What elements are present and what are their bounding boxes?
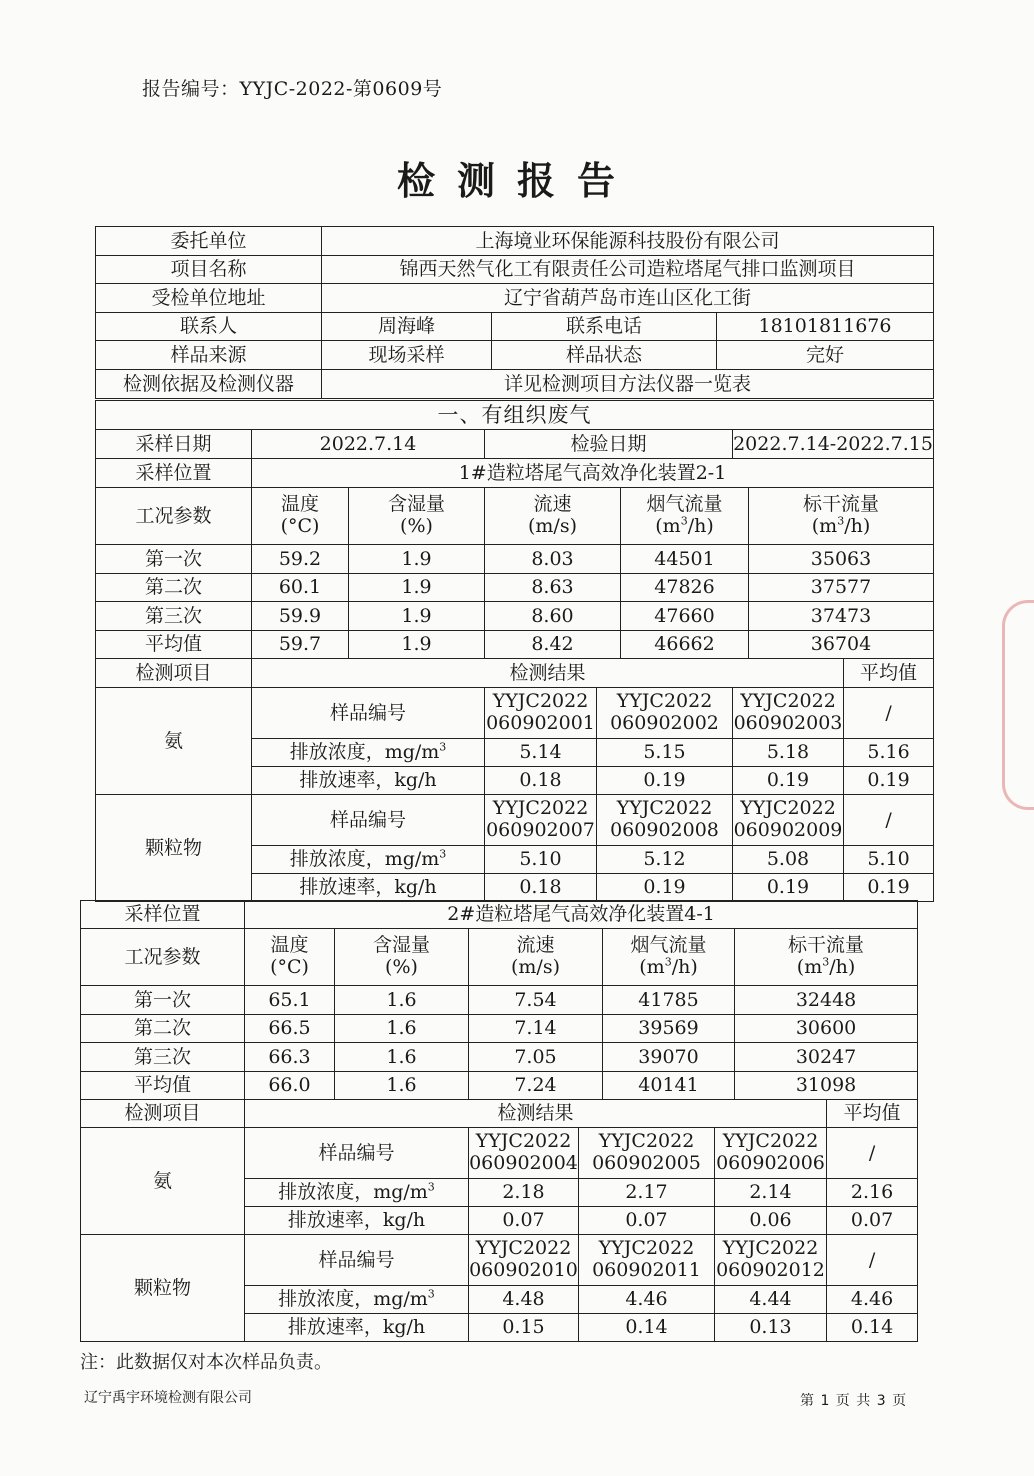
std-flow-header: 标干流量 $(m^3/h)$ xyxy=(749,488,934,545)
test-date-value: 2022.7.14-2022.7.15 xyxy=(733,430,934,459)
sample-no: YYJC2022 060902007 xyxy=(485,795,597,846)
table-row: 第一次 59.2 1.9 8.03 44501 35063 xyxy=(96,545,934,574)
footer-company: 辽宁禹宇环境检测有限公司 xyxy=(84,1390,252,1406)
table-row: 第三次 59.9 1.9 8.60 47660 37473 xyxy=(96,602,934,631)
location-value: 2#造粒塔尾气高效净化装置4-1 xyxy=(245,901,918,929)
sample-no: YYJC2022 060902002 xyxy=(597,688,733,739)
section-title: 一、有组织废气 xyxy=(96,401,934,430)
test-date-label: 检验日期 xyxy=(485,430,733,459)
particulate-label: 颗粒物 xyxy=(96,795,252,902)
section-2-table: 采样位置 2#造粒塔尾气高效净化装置4-1 工况参数 温度 (°C) 含湿量 (%) 流速 (m/s) 烟气流量 $(m^3/h)$ 标干流量 $(m^3/h)$ 第一次 65.1 1.6 7.54 41785 32448 第二次 66.5 1.6 7.14 39569 30600 第三次 66.3 1.6 7.05 39070 30247 平均值 66.0 1.6 7.24 40141 31098 检测项目 检测结果 平均值 氨 样品编号 YYJC2022 060902004 YYJC2022 060902005 YYJC2022 060902006 / 排放浓度，$mg/m^3$ 2.18 2.17 2.14 2.16 排放速率，kg/h 0.07 0.07 0.06 0.07 颗粒物 样品编号 YYJC2022 060902010 YYJC2022 060902011 YYJC2022 060902012 / 排放浓度，$mg/m^3$ 4.48 4.46 4.44 4.46 排放速率，kg/h 0.15 0.14 0.13 0.14 xyxy=(80,900,918,1342)
table-row: 第二次 60.1 1.9 8.63 47826 37577 xyxy=(96,573,934,602)
project-label: 项目名称 xyxy=(96,255,322,284)
flow-header: 烟气流量 $(m^3/h)$ xyxy=(603,929,735,986)
sample-no: YYJC2022 060902008 xyxy=(597,795,733,846)
state-label: 样品状态 xyxy=(492,341,717,370)
basis-label: 检测依据及检测仪器 xyxy=(96,369,322,398)
sample-no: YYJC2022 060902006 xyxy=(715,1128,827,1179)
phone-label: 联系电话 xyxy=(492,312,717,341)
document-title: 检测报告 xyxy=(396,159,637,203)
result-label: 检测结果 xyxy=(252,659,844,688)
client-label: 委托单位 xyxy=(96,227,322,256)
sample-no: YYJC2022 060902010 xyxy=(469,1235,579,1286)
contact-value: 周海峰 xyxy=(322,312,492,341)
average-label: 平均值 xyxy=(844,659,934,688)
sample-no: YYJC2022 060902005 xyxy=(579,1128,715,1179)
location-value: 1#造粒塔尾气高效净化装置2-1 xyxy=(252,459,934,488)
page-number: 第 1 页 共 3 页 xyxy=(800,1393,908,1409)
humidity-header: 含湿量 (%) xyxy=(335,929,469,986)
sample-no: YYJC2022 060902003 xyxy=(733,688,844,739)
location-label: 采样位置 xyxy=(96,459,252,488)
temp-header: 温度 (°C) xyxy=(245,929,335,986)
table-row: 第二次 66.5 1.6 7.14 39569 30600 xyxy=(81,1014,918,1043)
phone-value: 18101811676 xyxy=(717,312,934,341)
ammonia-label: 氨 xyxy=(81,1128,245,1235)
velocity-header: 流速 (m/s) xyxy=(485,488,621,545)
average-label: 平均值 xyxy=(827,1100,918,1128)
source-label: 样品来源 xyxy=(96,341,322,370)
ammonia-label: 氨 xyxy=(96,688,252,795)
table-row: 平均值 66.0 1.6 7.24 40141 31098 xyxy=(81,1071,918,1100)
project-value: 锦西天然气化工有限责任公司造粒塔尾气排口监测项目 xyxy=(322,255,934,284)
sampling-date-value: 2022.7.14 xyxy=(252,430,485,459)
sample-no: YYJC2022 060902012 xyxy=(715,1235,827,1286)
table-row: 平均值 59.7 1.9 8.42 46662 36704 xyxy=(96,630,934,659)
sample-no: YYJC2022 060902011 xyxy=(579,1235,715,1286)
address-value: 辽宁省葫芦岛市连山区化工街 xyxy=(322,284,934,313)
basis-value: 详见检测项目方法仪器一览表 xyxy=(322,369,934,398)
sample-no: YYJC2022 060902004 xyxy=(469,1128,579,1179)
result-label: 检测结果 xyxy=(245,1100,827,1128)
flow-header: 烟气流量 $(m^3/h)$ xyxy=(621,488,749,545)
table-row: 第一次 65.1 1.6 7.54 41785 32448 xyxy=(81,986,918,1015)
humidity-header: 含湿量 (%) xyxy=(349,488,485,545)
temp-header: 温度 (°C) xyxy=(252,488,349,545)
condition-label: 工况参数 xyxy=(81,929,245,986)
velocity-header: 流速 (m/s) xyxy=(469,929,603,986)
condition-label: 工况参数 xyxy=(96,488,252,545)
table-row: 第三次 66.3 1.6 7.05 39070 30247 xyxy=(81,1043,918,1072)
sample-no: YYJC2022 060902001 xyxy=(485,688,597,739)
particulate-label: 颗粒物 xyxy=(81,1235,245,1342)
item-label: 检测项目 xyxy=(81,1100,245,1128)
header-info-table xyxy=(95,226,934,399)
sample-no: YYJC2022 060902009 xyxy=(733,795,844,846)
seal-stamp-edge xyxy=(1002,600,1034,810)
section-1-table: 一、有组织废气 采样日期 2022.7.14 检验日期 2022.7.14-2022.7.15 采样位置 1#造粒塔尾气高效净化装置2-1 工况参数 温度 (°C) 含湿量 (%) 流速 (m/s) 烟气流量 $(m^3/h)$ 标干流量 $(m^3/h)$ 第一次 59.2 1.9 8.03 44501 35063 第二次 60.1 1.9 8.63 47826 37577 第三次 59.9 1.9 8.60 47660 37473 平均值 59.7 1.9 8.42 46662 36704 检测项目 检测结果 平均值 氨 样品编号 YYJC2022 060902001 YYJC2022 060902002 YYJC2022 060902003 / 排放浓度，$mg/m^3$ 5.14 5.15 5.18 5.16 排放速率，kg/h 0.18 0.19 0.19 0.19 颗粒物 样品编号 YYJC2022 060902007 YYJC2022 060902008 YYJC2022 060902009 / 排放浓度，$mg/m^3$ 5.10 5.12 5.08 5.10 排放速率，kg/h 0.18 0.19 0.19 0.19 xyxy=(95,400,934,902)
sampling-date-label: 采样日期 xyxy=(96,430,252,459)
report-number: 报告编号：YYJC-2022-第0609号 xyxy=(142,78,443,100)
item-label: 检测项目 xyxy=(96,659,252,688)
state-value: 完好 xyxy=(717,341,934,370)
location-label: 采样位置 xyxy=(81,901,245,929)
address-label: 受检单位地址 xyxy=(96,284,322,313)
contact-label: 联系人 xyxy=(96,312,322,341)
std-flow-header: 标干流量 $(m^3/h)$ xyxy=(735,929,918,986)
client-value: 上海境业环保能源科技股份有限公司 xyxy=(322,227,934,256)
source-value: 现场采样 xyxy=(322,341,492,370)
note: 注：此数据仅对本次样品负责。 xyxy=(80,1352,332,1373)
